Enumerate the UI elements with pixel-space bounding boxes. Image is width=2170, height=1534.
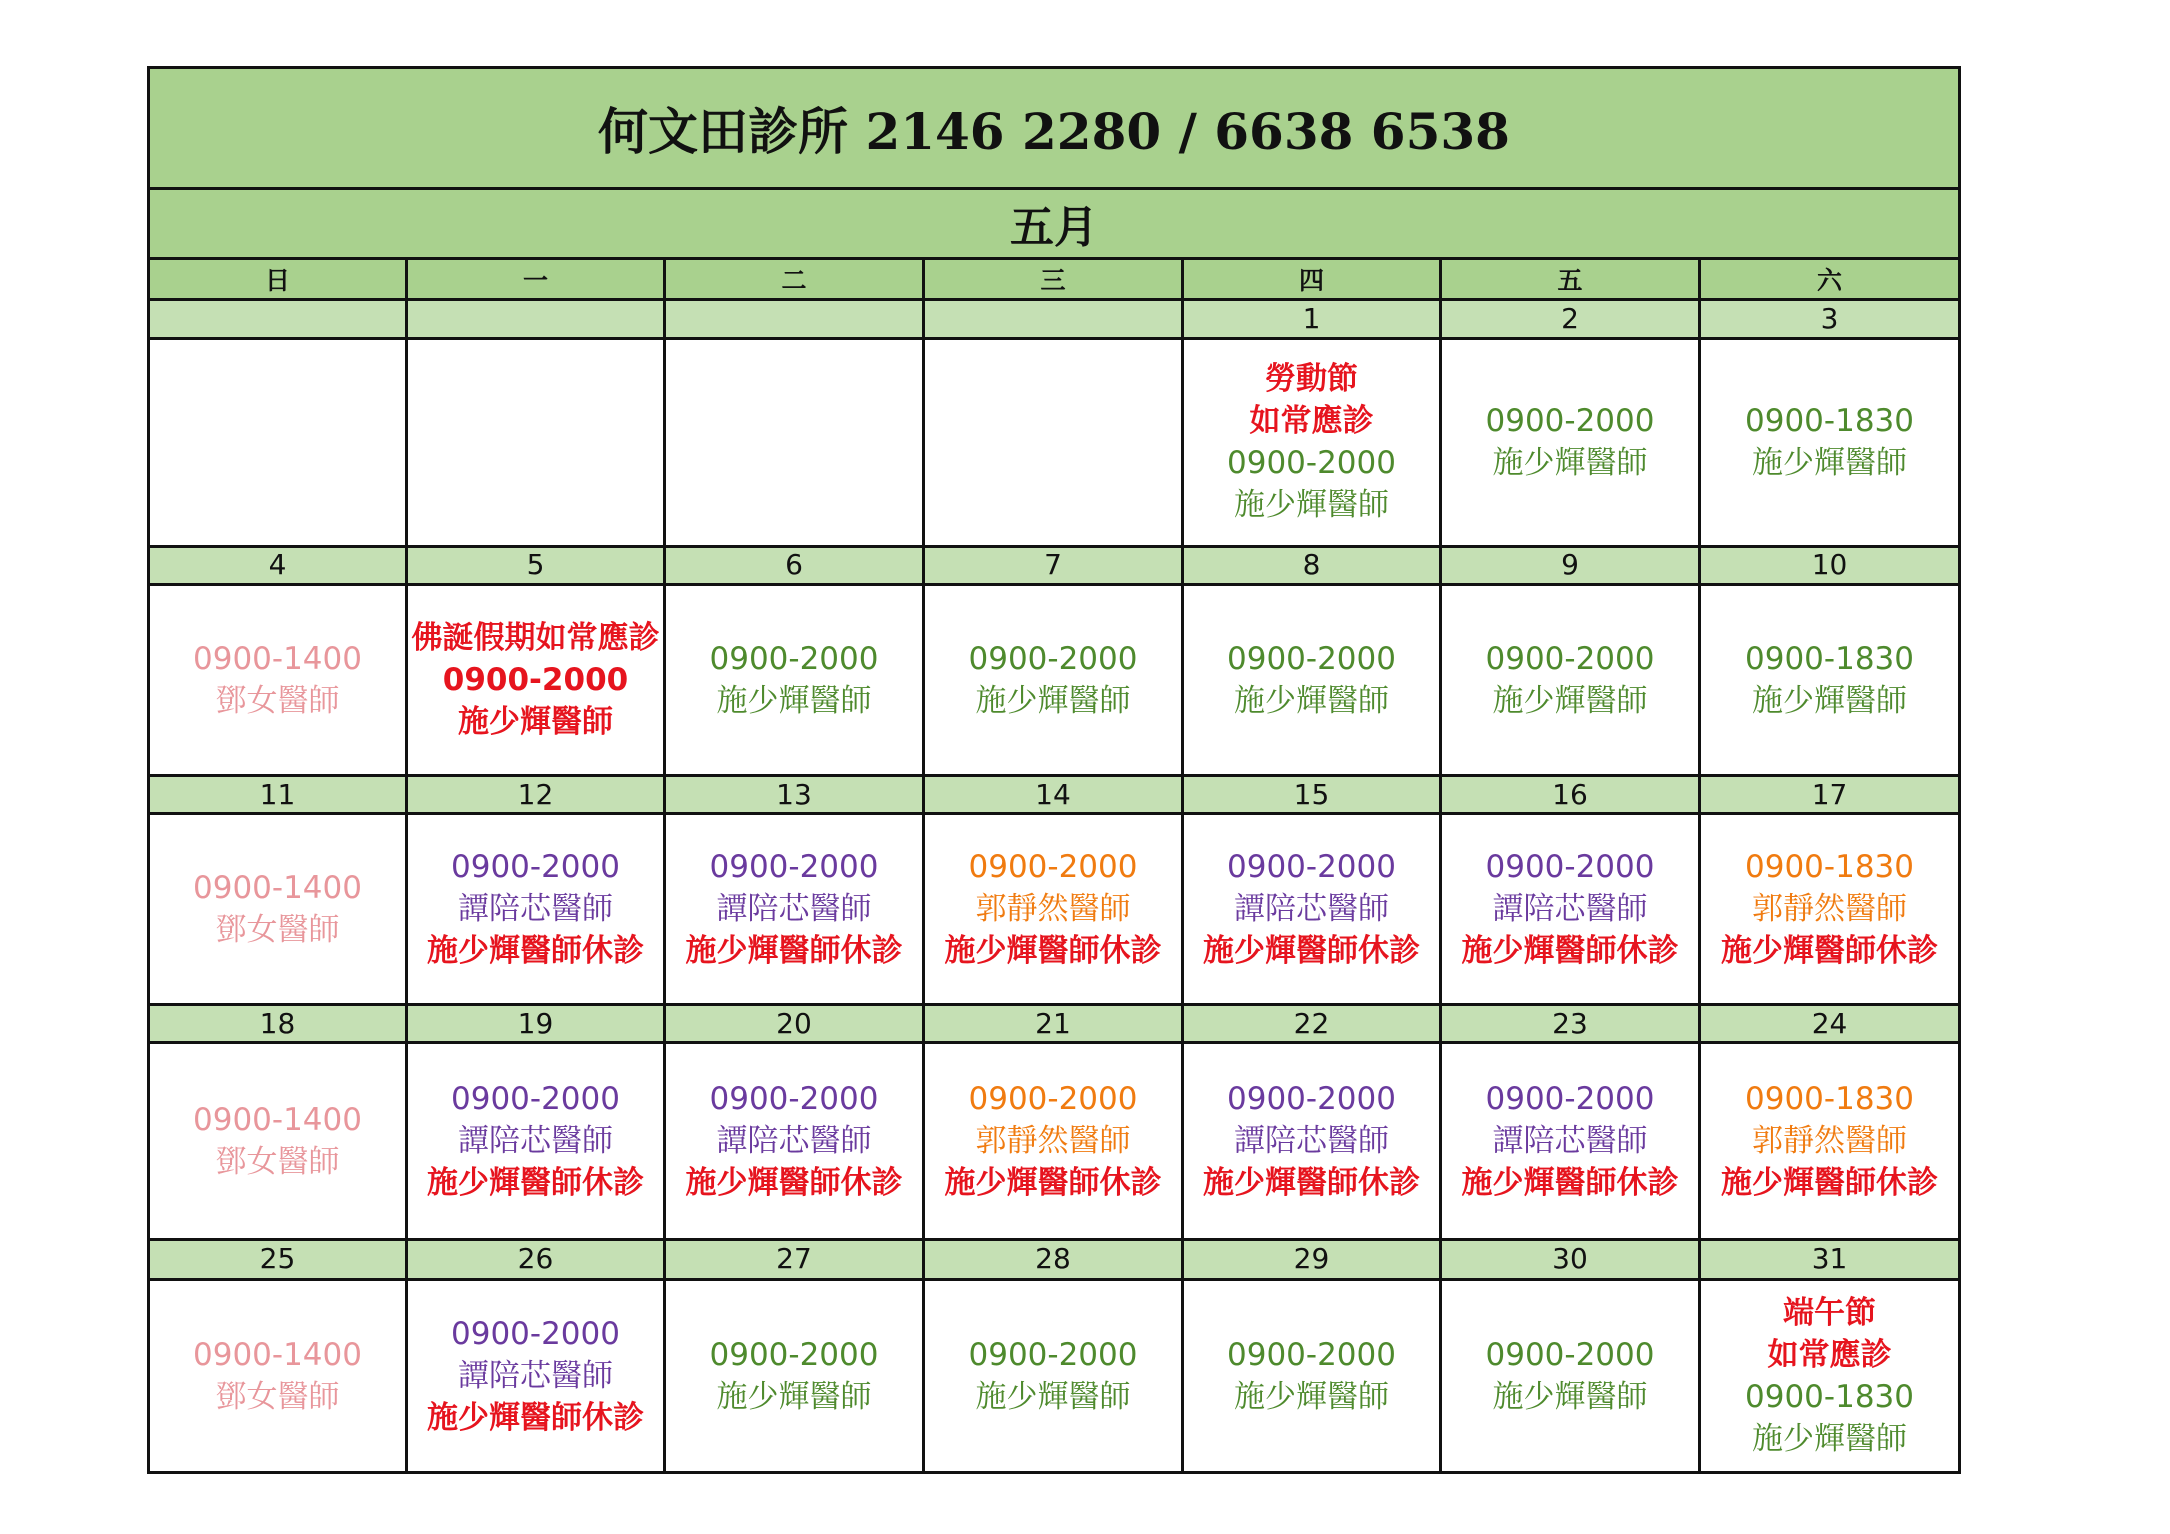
schedule-line: 譚陪芯醫師	[1234, 1122, 1389, 1159]
day-number: 21	[924, 1005, 1183, 1043]
weekday-mon: 一	[407, 259, 665, 300]
schedule-line: 0900-1400	[193, 870, 362, 907]
day-number: 23	[1441, 1005, 1700, 1043]
day-number: 31	[1700, 1239, 1960, 1279]
schedule-line: 0900-2000	[1485, 1336, 1655, 1373]
day-number: 4	[149, 546, 407, 584]
day-schedule-cell	[1700, 814, 1960, 1005]
schedule-line: 勞動節	[1265, 361, 1358, 398]
day-schedule-cell	[924, 584, 1183, 775]
day-number: 25	[149, 1239, 407, 1279]
day-number: 29	[1183, 1239, 1441, 1279]
schedule-line: 0900-2000	[709, 1336, 879, 1373]
schedule-line: 施少輝醫師	[975, 682, 1131, 719]
schedule-line: 施少輝醫師休診	[1721, 1164, 1939, 1201]
day-schedule-cell	[149, 1043, 407, 1239]
schedule-line: 0900-1830	[1745, 403, 1914, 440]
schedule-line: 0900-1830	[1745, 1080, 1914, 1117]
day-number-row	[149, 775, 1960, 813]
day-number: 6	[665, 546, 924, 584]
day-schedule-cell	[149, 1279, 407, 1472]
schedule-line: 譚陪芯醫師	[458, 1357, 613, 1394]
schedule-line: 施少輝醫師	[1752, 1420, 1908, 1457]
day-number: 14	[924, 775, 1183, 813]
schedule-line: 施少輝醫師休診	[944, 933, 1162, 970]
day-schedule-cell	[665, 1043, 924, 1239]
schedule-line: 譚陪芯醫師	[1492, 1122, 1648, 1159]
day-schedule-cell	[1183, 584, 1441, 775]
day-schedule-cell	[665, 1279, 924, 1472]
schedule-line: 鄧女醫師	[215, 1378, 340, 1415]
day-schedule-cell	[1700, 1279, 1960, 1472]
schedule-line: 施少輝醫師休診	[944, 1164, 1162, 1201]
schedule-line: 施少輝醫師	[1492, 1378, 1648, 1415]
day-schedule-cell	[1441, 584, 1700, 775]
schedule-line: 郭靜然醫師	[1752, 891, 1908, 928]
month-title: 五月	[149, 188, 1960, 258]
day-number-row	[149, 1005, 1960, 1043]
schedule-line: 鄧女醫師	[215, 912, 340, 949]
schedule-line: 0900-2000	[1227, 640, 1396, 677]
day-number: 28	[924, 1239, 1183, 1279]
day-schedule-cell	[1700, 584, 1960, 775]
weekday-sun: 日	[149, 259, 407, 300]
day-schedule-cell	[924, 1043, 1183, 1239]
day-schedule-cell	[924, 1279, 1183, 1472]
schedule-line: 0900-2000	[451, 849, 620, 886]
schedule-line: 施少輝醫師	[458, 703, 613, 740]
day-number: 1	[1183, 300, 1441, 338]
schedule-line: 如常應診	[1249, 403, 1374, 440]
day-number: 2	[1441, 300, 1700, 338]
day-schedule-cell	[665, 338, 924, 546]
day-number: 20	[665, 1005, 924, 1043]
day-number: 18	[149, 1005, 407, 1043]
schedule-line: 施少輝醫師休診	[1461, 1164, 1679, 1201]
day-schedule-row	[149, 1279, 1960, 1472]
schedule-line: 施少輝醫師休診	[685, 933, 903, 970]
day-schedule-row	[149, 1043, 1960, 1239]
schedule-line: 0900-2000	[1485, 1080, 1655, 1117]
schedule-line: 0900-2000	[968, 849, 1138, 886]
schedule-line: 施少輝醫師	[716, 1378, 872, 1415]
schedule-line: 郭靜然醫師	[975, 891, 1131, 928]
day-schedule-cell	[1700, 1043, 1960, 1239]
schedule-line: 施少輝醫師休診	[1461, 933, 1679, 970]
schedule-line: 0900-1400	[193, 640, 362, 677]
day-schedule-cell	[149, 584, 407, 775]
schedule-line: 施少輝醫師休診	[1203, 933, 1420, 970]
day-schedule-cell	[1183, 814, 1441, 1005]
schedule-line: 郭靜然醫師	[975, 1122, 1131, 1159]
day-number: 17	[1700, 775, 1960, 813]
day-schedule-cell	[665, 814, 924, 1005]
day-schedule-cell	[924, 814, 1183, 1005]
day-number	[665, 300, 924, 338]
day-schedule-cell	[1700, 338, 1960, 546]
schedule-line: 譚陪芯醫師	[1234, 891, 1389, 928]
weekday-wed: 三	[924, 259, 1183, 300]
schedule-line: 譚陪芯醫師	[716, 1122, 872, 1159]
day-schedule-cell	[1183, 1279, 1441, 1472]
day-number: 8	[1183, 546, 1441, 584]
day-number: 12	[407, 775, 665, 813]
day-schedule-cell	[407, 338, 665, 546]
schedule-line: 0900-2000	[709, 849, 879, 886]
day-number: 19	[407, 1005, 665, 1043]
day-schedule-row	[149, 584, 1960, 775]
day-number: 26	[407, 1239, 665, 1279]
schedule-line: 施少輝醫師	[716, 682, 872, 719]
schedule-line: 0900-2000	[1485, 849, 1655, 886]
schedule-line: 施少輝醫師	[1492, 682, 1648, 719]
weekday-header-row	[149, 259, 1960, 300]
schedule-line: 0900-1400	[193, 1336, 362, 1373]
day-schedule-cell	[407, 584, 665, 775]
day-schedule-cell	[924, 338, 1183, 546]
schedule-line: 0900-1830	[1745, 1378, 1914, 1415]
day-schedule-cell	[1183, 338, 1441, 546]
schedule-line: 鄧女醫師	[215, 1143, 340, 1180]
day-number-row	[149, 546, 1960, 584]
schedule-line: 施少輝醫師休診	[427, 933, 644, 970]
day-schedule-cell	[149, 338, 407, 546]
schedule-line: 施少輝醫師	[1752, 445, 1908, 482]
day-schedule-cell	[665, 584, 924, 775]
day-number: 10	[1700, 546, 1960, 584]
day-schedule-row	[149, 338, 1960, 546]
schedule-line: 0900-1400	[193, 1101, 362, 1138]
day-number: 3	[1700, 300, 1960, 338]
day-schedule-cell	[407, 1043, 665, 1239]
schedule-line: 郭靜然醫師	[1752, 1122, 1908, 1159]
schedule-line: 施少輝醫師休診	[685, 1164, 903, 1201]
day-schedule-cell	[407, 814, 665, 1005]
schedule-line: 0900-2000	[1227, 1080, 1396, 1117]
schedule-line: 施少輝醫師	[975, 1378, 1131, 1415]
day-number: 16	[1441, 775, 1700, 813]
schedule-line: 0900-2000	[709, 1080, 879, 1117]
schedule-line: 施少輝醫師休診	[1203, 1164, 1420, 1201]
schedule-line: 譚陪芯醫師	[458, 891, 613, 928]
schedule-line: 0900-2000	[1227, 849, 1396, 886]
clinic-schedule-calendar	[147, 66, 1961, 1474]
day-number: 11	[149, 775, 407, 813]
schedule-line: 0900-2000	[1485, 640, 1655, 677]
schedule-line: 鄧女醫師	[215, 682, 340, 719]
day-number-row	[149, 1239, 1960, 1279]
schedule-line: 0900-2000	[1227, 1336, 1396, 1373]
schedule-line: 0900-1830	[1745, 849, 1914, 886]
schedule-line: 譚陪芯醫師	[458, 1122, 613, 1159]
schedule-line: 0900-2000	[968, 1336, 1138, 1373]
day-schedule-cell	[1441, 338, 1700, 546]
day-schedule-cell	[1441, 814, 1700, 1005]
schedule-line: 0900-2000	[1227, 445, 1396, 482]
schedule-line: 施少輝醫師休診	[427, 1164, 644, 1201]
day-number: 22	[1183, 1005, 1441, 1043]
day-number	[149, 300, 407, 338]
day-schedule-row	[149, 814, 1960, 1005]
day-schedule-cell	[1441, 1043, 1700, 1239]
schedule-line: 0900-1830	[1745, 640, 1914, 677]
schedule-line: 施少輝醫師	[1492, 445, 1648, 482]
day-number: 7	[924, 546, 1183, 584]
schedule-line: 0900-2000	[451, 1080, 620, 1117]
schedule-line: 譚陪芯醫師	[1492, 891, 1648, 928]
day-schedule-cell	[407, 1279, 665, 1472]
day-number: 9	[1441, 546, 1700, 584]
schedule-line: 0900-2000	[968, 640, 1138, 677]
schedule-line: 端午節	[1783, 1294, 1877, 1331]
weekday-tue: 二	[665, 259, 924, 300]
clinic-title: 何文田診所 2146 2280 / 6638 6538	[149, 68, 1960, 189]
schedule-line: 施少輝醫師	[1234, 682, 1389, 719]
day-number: 27	[665, 1239, 924, 1279]
day-number-row	[149, 300, 1960, 338]
day-schedule-cell	[149, 814, 407, 1005]
day-number	[924, 300, 1183, 338]
schedule-line: 施少輝醫師休診	[427, 1399, 644, 1436]
schedule-line: 0900-2000	[709, 640, 879, 677]
schedule-line: 施少輝醫師休診	[1721, 933, 1939, 970]
day-number: 24	[1700, 1005, 1960, 1043]
weekday-thu: 四	[1183, 259, 1441, 300]
schedule-line: 施少輝醫師	[1234, 487, 1389, 524]
day-number: 15	[1183, 775, 1441, 813]
weekday-sat: 六	[1700, 259, 1960, 300]
day-number	[407, 300, 665, 338]
day-schedule-cell	[1441, 1279, 1700, 1472]
schedule-line: 佛誕假期如常應診0900-2000	[411, 619, 660, 698]
day-number: 30	[1441, 1239, 1700, 1279]
schedule-line: 0900-2000	[451, 1315, 620, 1352]
day-number: 5	[407, 546, 665, 584]
schedule-line: 如常應診	[1767, 1336, 1892, 1373]
day-number: 13	[665, 775, 924, 813]
day-schedule-cell	[1183, 1043, 1441, 1239]
schedule-line: 施少輝醫師	[1234, 1378, 1389, 1415]
schedule-line: 譚陪芯醫師	[716, 891, 872, 928]
schedule-line: 0900-2000	[1485, 403, 1655, 440]
schedule-line: 施少輝醫師	[1752, 682, 1908, 719]
schedule-line: 0900-2000	[968, 1080, 1138, 1117]
weekday-fri: 五	[1441, 259, 1700, 300]
